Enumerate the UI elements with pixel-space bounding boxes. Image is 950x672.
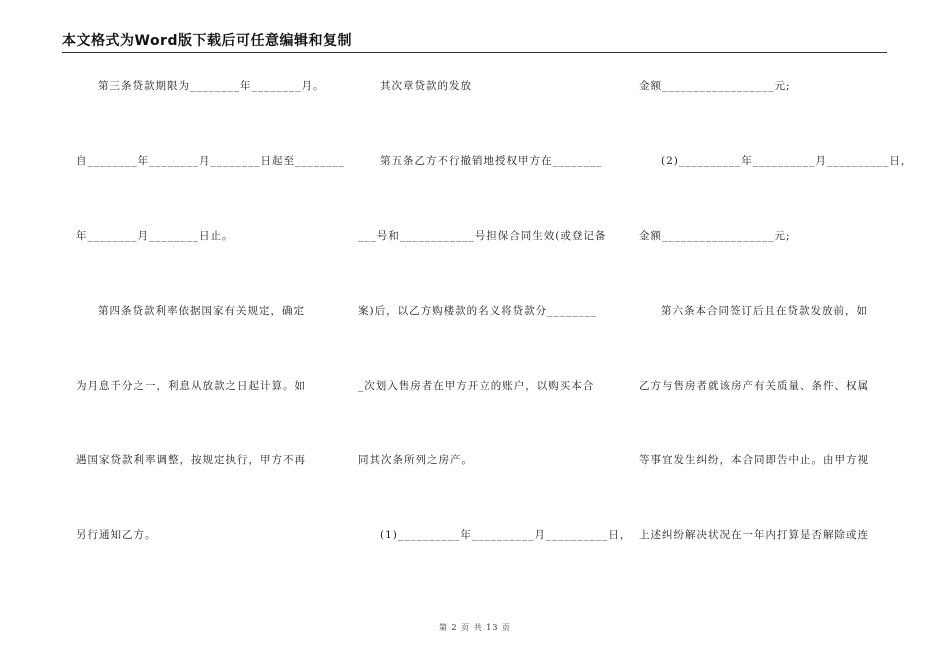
text-line: 第六条本合同签订后且在贷款发放前，如: [661, 305, 868, 317]
text-line: 其次章贷款的发放: [380, 80, 472, 92]
text-line: 第三条贷款期限为________年________月。: [98, 80, 325, 92]
text-line: 上述纠纷解决状况在一年内打算是否解除或连: [639, 529, 869, 541]
text-line: 年________月________日止。: [76, 230, 234, 242]
text-column-2: [358, 0, 632, 672]
text-line: 金额__________________元;: [639, 230, 791, 242]
document-header-title: 本文格式为Word版下载后可任意编辑和复制: [62, 33, 352, 49]
text-line: 案)后，以乙方购楼款的名义将贷款分________: [358, 305, 598, 317]
text-line: 第四条贷款利率依据国家有关规定，确定: [98, 305, 305, 317]
text-column-3: [639, 0, 913, 672]
text-line: (2)__________年__________月__________日，: [661, 155, 913, 167]
text-line: ___号和____________号担保合同生效(或登记备: [358, 230, 607, 242]
text-line: 金额__________________元;: [639, 80, 791, 92]
text-line: 第五条乙方不行撤销地授权甲方在________: [380, 155, 603, 167]
text-line: 等事宜发生纠纷，本合同即告中止。由甲方视: [639, 454, 869, 466]
page-number: 第 2 页 共 13 页: [439, 623, 511, 632]
text-line: _次划入售房者在甲方开立的账户，以购买本合: [358, 380, 595, 392]
text-line: 另行通知乙方。: [76, 529, 157, 541]
text-line: 遇国家贷款利率调整，按规定执行，甲方不再: [76, 454, 306, 466]
text-column-1: [76, 0, 345, 672]
text-line: 乙方与售房者就该房产有关质量、条件、权属: [639, 380, 869, 392]
text-line: 同其次条所列之房产。: [358, 454, 473, 466]
text-line: 自________年________月________日起至________: [76, 155, 345, 167]
text-line: (1)__________年__________月__________日，: [380, 529, 632, 541]
text-line: 为月息千分之一，利息从放款之日起计算。如: [76, 380, 306, 392]
